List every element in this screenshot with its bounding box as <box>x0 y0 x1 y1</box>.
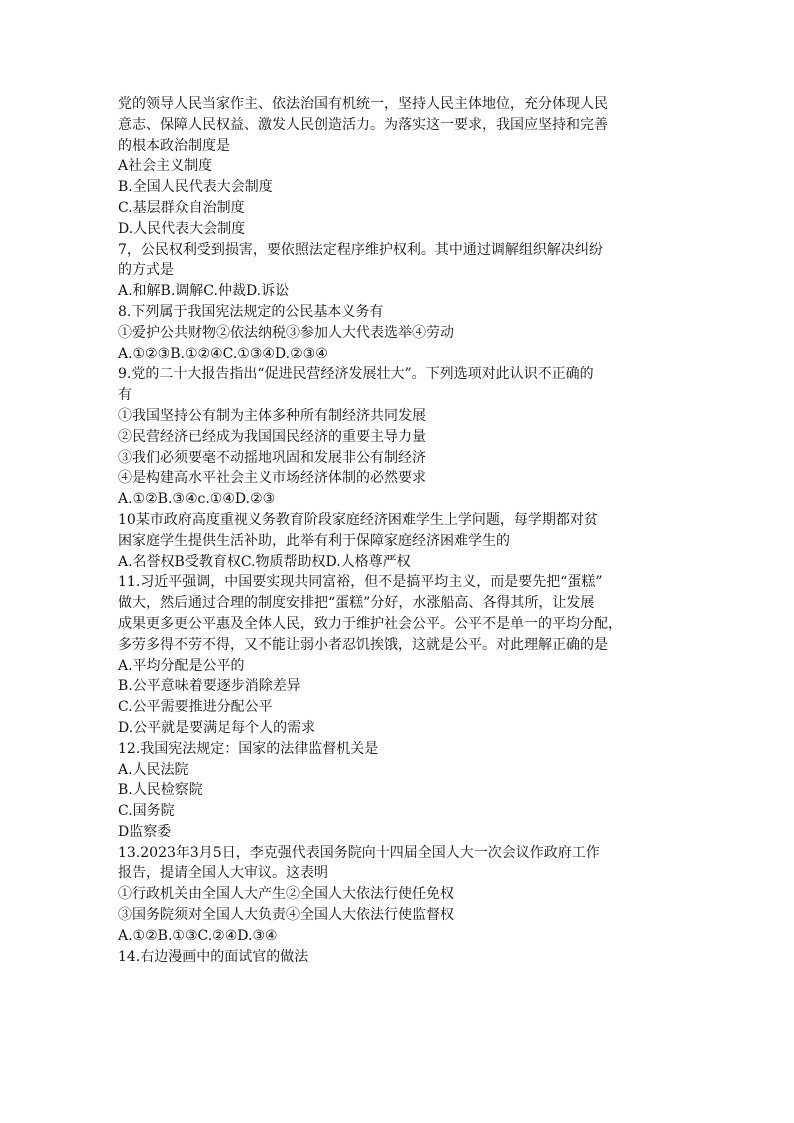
statement-line: ②民营经济已经成为我国国民经济的重要主导力量 <box>118 428 426 445</box>
text-line: 成果更多更公平惠及全体人民，致力于维护社会公平。公平不是单一的平均分配， <box>118 615 622 632</box>
option-line: A.和解B.调解C.仲裁D.诉讼 <box>118 283 290 300</box>
statement-line: ①爱护公共财物②依法纳税③参加人大代表选举④劳动 <box>118 324 454 341</box>
option-line: C.国务院 <box>118 803 175 820</box>
question-10: 10某市政府高度重视义务教育阶段家庭经济困难学生上学问题，每学期都对贫 <box>118 511 598 528</box>
option-line: A.①②B.①③C.②④D.③④ <box>118 927 278 944</box>
statement-line: ①我国坚持公有制为主体多种所有制经济共同发展 <box>118 407 426 424</box>
text-line: 有 <box>118 387 132 404</box>
option-line: A.名誉权B受教育权C.物质帮助权D.人格尊严权 <box>118 553 411 570</box>
text-line: 做大，然后通过合理的制度安排把“蛋糕”分好，水涨船高、各得其所，让发展 <box>118 595 595 612</box>
question-14: 14.右边漫画中的面试官的做法 <box>118 948 309 965</box>
statement-line: ①行政机关由全国人大产生②全国人大依法行使任免权 <box>118 886 454 903</box>
option-line: B.全国人民代表大会制度 <box>118 179 273 196</box>
option-line: A.①②B.③④c.①④D.②③ <box>118 491 276 508</box>
option-line: D.公平就是要满足每个人的需求 <box>118 719 316 736</box>
option-line: D监察委 <box>118 823 172 840</box>
question-8: 8.下列属于我国宪法规定的公民基本义务有 <box>118 303 384 320</box>
text-line: 多劳多得不劳不得，又不能让弱小者忍饥挨饿，这就是公平。对此理解正确的是 <box>118 636 608 653</box>
statement-line: ③国务院须对全国人大负责④全国人大依法行使监督权 <box>118 907 454 924</box>
option-line: A.平均分配是公平的 <box>118 657 245 674</box>
option-line: A社会主义制度 <box>118 158 213 175</box>
question-13: 13.2023年3月5日，李克强代表国务院向十四届全国人大一次会议作政府工作 <box>118 844 600 861</box>
statement-line: ④是构建高水平社会主义市场经济体制的必然要求 <box>118 470 426 487</box>
text-line: 意志、保障人民权益、激发人民创造活力。为落实这一要求，我国应坚持和完善 <box>118 116 608 133</box>
question-11: 11.习近平强调，中国要实现共同富裕，但不是搞平均主义，而是要先把“蛋糕” <box>118 574 603 591</box>
option-line: B.公平意味着要逐步消除差异 <box>118 678 301 695</box>
statement-line: ③我们必须要毫不动摇地巩固和发展非公有制经济 <box>118 449 426 466</box>
text-line: 党的领导人民当家作主、依法治国有机统一，坚持人民主体地位，充分体现人民 <box>118 96 608 112</box>
option-line: D.人民代表大会制度 <box>118 220 246 237</box>
text-line: 的根本政治制度是 <box>118 137 230 154</box>
text-line: 困家庭学生提供生活补助，此举有利于保障家庭经济困难学生的 <box>118 532 510 549</box>
option-line: C.基层群众自治制度 <box>118 199 245 216</box>
text-line: 报告，提请全国人大审议。这表明 <box>118 865 328 882</box>
question-7: 7，公民权利受到损害，要依照法定程序维护权利。其中通过调解组织解决纠纷 <box>118 241 603 258</box>
option-line: B.人民检察院 <box>118 782 203 799</box>
document-page <box>118 94 684 967</box>
question-12: 12.我国宪法规定：国家的法律监督机关是 <box>118 740 379 757</box>
option-line: C.公平需要推进分配公平 <box>118 699 273 716</box>
text-line: 的方式是 <box>118 262 174 279</box>
option-line: A.①②③B.①②④C.①③④D.②③④ <box>118 345 328 362</box>
option-line: A.人民法院 <box>118 761 189 778</box>
question-9: 9.党的二十大报告指出“促进民营经济发展壮大”。下列选项对此认识不正确的 <box>118 366 594 383</box>
